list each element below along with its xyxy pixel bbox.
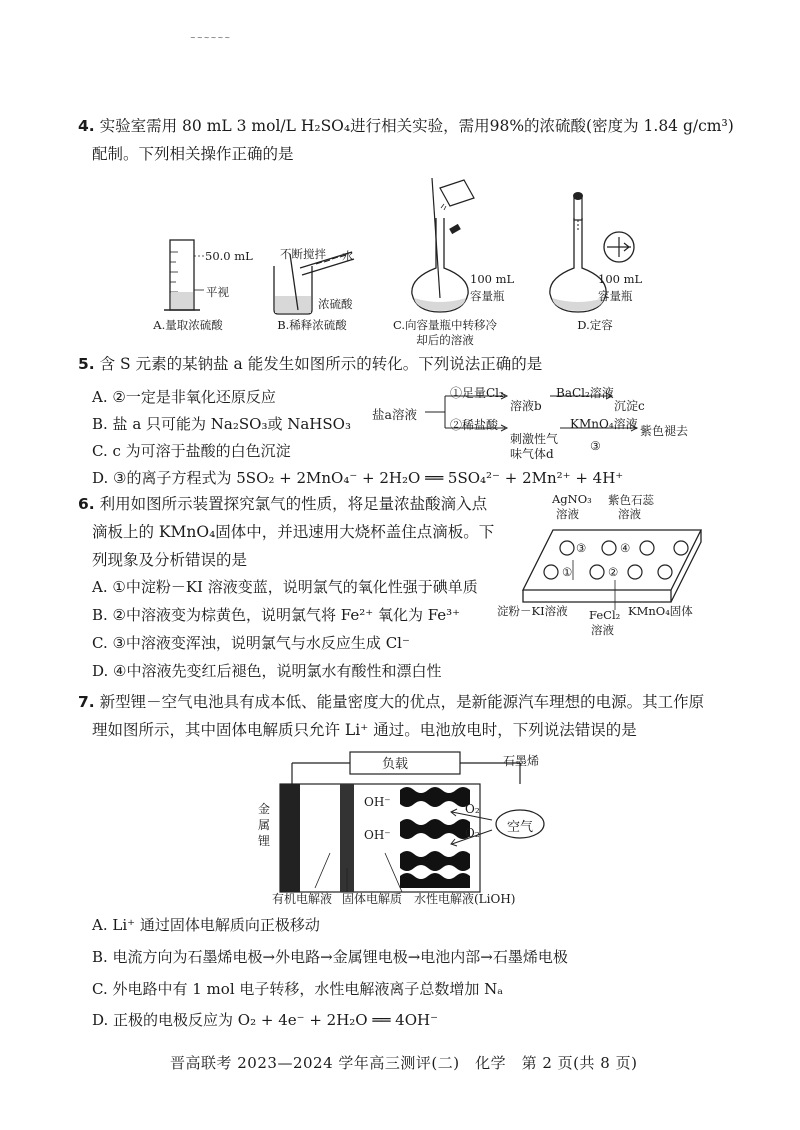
q7-option-d[interactable]: D. 正极的电极反应为 O₂ + 4e⁻ + 2H₂O ══ 4OH⁻ [92,1011,439,1029]
q4-text-line2: 配制。下列相关操作正确的是 [92,145,294,163]
q5-scheme-fade: 紫色褪去 [640,424,689,438]
q5-scheme-solution-b: 溶液b [510,399,542,413]
q4-figA-level: 平视 [206,285,229,299]
q7-fig-organic: 有机电解液 [272,892,333,906]
q4-figC-caption1: C.向容量瓶中转移冷 [392,318,498,332]
q4-figD-flask-label: 容量瓶 [598,289,633,303]
q5-scheme-start: 盐a溶液 [372,407,417,422]
q6-fig-fecl2-1: FeCl₂ [589,608,621,622]
q7-line1 [78,688,704,716]
q4-text-line1: 实验室需用 80 mL 3 mol/L H₂SO₄进行相关实验，需用98%的浓硫酸(密度为 1.84 g/cm³) [99,117,734,135]
q6-fig-agno3-1: AgNO₃ [552,492,592,506]
q4-figD-caption: D.定容 [577,318,613,332]
q6-text-line1: 利用如图所示装置探究氯气的性质，将足量浓盐酸滴入点 [99,495,488,513]
q5-scheme-bacl2: BaCl₂溶液 [556,386,614,400]
q6-fig-fecl2-2: 溶液 [591,623,614,637]
q5-scheme-step1: ①足量Cl₂ [450,386,504,400]
q5-option-c[interactable]: C. c 为可溶于盐酸的白色沉淀 [92,442,291,460]
q6-fig-well1: ① [562,565,573,579]
q7-fig-air: 空气 [507,820,534,835]
q7-option-b[interactable]: B. 电流方向为石墨烯电极→外电路→金属锂电极→电池内部→石墨烯电极 [92,948,568,966]
q5-scheme-kmno4: KMnO₄溶液 [570,417,638,431]
q4-figC-volume: 100 mL [470,272,515,286]
q6-fig-kmno4: KMnO₄固体 [628,604,693,618]
q7-fig-oh1: OH⁻ [364,795,391,809]
q6-line1 [78,490,487,518]
q7-fig-li-1: 金 [258,802,271,816]
q6-fig-agno3-2: 溶液 [556,507,579,521]
q7-text-line1: 新型锂－空气电池具有成本低、能量密度大的优点，是新能源汽车理想的电源。其工作原 [99,693,705,711]
q5-option-b[interactable]: B. 盐 a 只可能为 Na₂SO₃或 NaHSO₃ [92,415,351,433]
q4-figB-stir: 不断搅拌 [280,247,326,261]
q6-option-b[interactable]: B. ②中溶液变为棕黄色，说明氯气将 Fe²⁺ 氧化为 Fe³⁺ [92,606,461,624]
q6-fig-litmus-2: 溶液 [618,507,641,521]
q5-scheme-gas2: 味气体d [510,447,554,461]
q5-line [78,350,542,378]
q7-fig-li-2: 属 [258,818,271,832]
q5-scheme-gas1: 刺激性气 [510,432,559,446]
q6-option-d[interactable]: D. ④中溶液先变红后褪色，说明氯水有酸性和漂白性 [92,662,442,680]
q4-figA-cylinder [150,232,260,314]
q6-fig-well2: ② [608,565,619,579]
q6-fig-well3: ③ [576,541,587,555]
q6-fig-litmus-1: 紫色石蕊 [608,493,654,507]
q7-fig-oh2: OH⁻ [364,828,391,842]
q5-scheme-step2: ②稀盐酸 [450,418,499,432]
q4-figC-flask-label: 容量瓶 [470,289,505,303]
q7-option-c[interactable]: C. 外电路中有 1 mol 电子转移，水性电解液离子总数增加 Nₐ [92,980,504,998]
q5-option-a[interactable]: A. ②一定是非氧化还原反应 [92,388,276,406]
q6-option-c[interactable]: C. ③中溶液变浑浊，说明氯气与水反应生成 Cl⁻ [92,634,410,652]
q5-text: 含 S 元素的某钠盐 a 能发生如图所示的转化。下列说法正确的是 [99,355,543,373]
q7-text-line2: 理如图所示，其中固体电解质只允许 Li⁺ 通过。电池放电时，下列说法错误的是 [92,721,637,739]
q5-scheme-step3: ③ [590,439,601,453]
q4-line1 [78,112,734,140]
q4-figA-mark: 50.0 mL [205,249,253,263]
q7-fig-load: 负载 [382,757,409,772]
q4-figB-water: 水 [342,249,354,263]
q7-fig-o2-2: O₂ [465,826,480,840]
q4-number: 4. [78,117,95,135]
q7-fig-li-3: 锂 [258,834,271,848]
q6-text-line3: 列现象及分析错误的是 [92,551,248,569]
q4-figD-volume: 100 mL [598,272,643,286]
q5-option-d[interactable]: D. ③的离子方程式为 5SO₂ + 2MnO₄⁻ + 2H₂O ══ 5SO₄²⁻ + 2Mn²⁺ + 4H⁺ [92,469,624,487]
q5-number: 5. [78,355,95,373]
q7-fig-graphene: 石墨烯 [503,754,540,768]
q6-fig-well4: ④ [620,541,631,555]
q4-figC-caption2: 却后的溶液 [416,333,474,347]
q7-option-a[interactable]: A. Li⁺ 通过固体电解质向正极移动 [92,916,320,934]
q6-option-a[interactable]: A. ①中淀粉－KI 溶液变蓝，说明氯气的氧化性强于碘单质 [92,578,478,596]
q6-fig-starch: 淀粉－KI溶液 [497,604,568,618]
header-mark: ~~~~~~ [190,34,232,42]
q5-scheme-precip: 沉淀c [614,399,645,413]
q7-fig-solid: 固体电解质 [342,892,403,906]
q6-text-line2: 滴板上的 KMnO₄固体中，并迅速用大烧杯盖住点滴板。下 [92,523,495,541]
q4-figA-caption: A.量取浓硫酸 [153,318,223,332]
q7-fig-aqueous: 水性电解液(LiOH) [414,892,516,906]
q6-number: 6. [78,495,95,513]
page-footer: 晋高联考 2023—2024 学年高三测评(二) 化学 第 2 页(共 8 页) [170,1054,638,1072]
q4-figB-caption: B.稀释浓硫酸 [277,318,347,332]
q7-fig-o2-1: O₂ [465,802,480,816]
q4-figD-eye-icon [602,230,638,264]
q7-number: 7. [78,693,95,711]
q4-figB-acid: 浓硫酸 [318,297,353,311]
